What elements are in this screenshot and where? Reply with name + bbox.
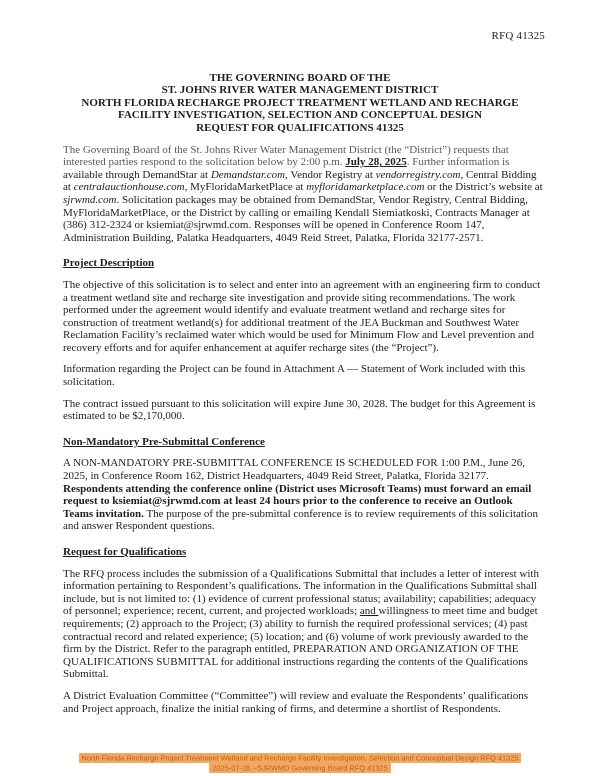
footer-highlight-title: North Florida Recharge Project Treatment Wetland and Recharge Facility Investigation, Selection and Conceptual Design RFQ 41325 xyxy=(79,753,522,763)
pre-submittal-paragraph: A NON-MANDATORY PRE-SUBMITTAL CONFERENCE IS SCHEDULED FOR 1:00 P.M., June 26, 2025, in Conference Room 162, District Headquarters, 4049 Reid Street, Palatka, Florida 32177. Respondents attending the conference online (District uses Microsoft Teams) must forward an email request to ksiemiat@sjrwmd.com at least 24 hours prior to the conference to receive an Outlook Teams invitation. The purpose of the pre-submittal conference is to review requirements of this solicitation and answer Respondent questions. xyxy=(63,457,539,533)
footer-highlight-date: 2025-07-28 --SJRWMD Governing Board RFQ 41325 xyxy=(209,763,390,773)
title-line-5: REQUEST FOR QUALIFICATIONS 41325 xyxy=(196,121,404,134)
section-heading-project-description: Project Description xyxy=(63,257,155,270)
title-line-1: THE GOVERNING BOARD OF THE xyxy=(209,71,391,84)
project-description-paragraph-1: The objective of this solicitation is to select and enter into an agreement with an engineering firm to conduct a treatment wetland site and recharge site investigation and provide siting recommendations. The work performed under the agreement would identify and evaluate treatment wetland and recharge sites for construction of treatment wetland(s) for additional treatment of the JEA Buckman and Southwest Water Reclamation Facility’s reclaimed water which would be used for Minimum Flow and Level prevention and recovery efforts and for aquifer enhancement at aquifer recharge sites (the “Project”). xyxy=(63,278,541,354)
rfq-process-paragraph: The RFQ process includes the submission of a Qualifications Submittal that includes a letter of interest with information pertaining to Respondent’s qualifications. The information in the Qualifications Submittal shall include, but is not limited to: (1) evidence of current professional status; availability; capabilities; adequacy of personnel; experience; recent, current, and projected workloads; and willingness to meet time and budget requirements; (2) approach to the Project; (3) ability to furnish the required professional services; (4) past contractual record and related experience; (5) location; and (6) volume of work previously awarded to the firm by the District. Refer to the paragraph entitled, PREPARATION AND ORGANIZATION OF THE QUALIFICATIONS SUBMITTAL for additional instructions regarding the contents of the Qualifications Submittal. xyxy=(63,567,539,681)
section-heading-pre-submittal-conference: Non-Mandatory Pre-Submittal Conference xyxy=(63,435,265,448)
evaluation-committee-paragraph: A District Evaluation Committee (“Committee”) will review and evaluate the Respondents’ qualifications and Project approach, finalize the initial ranking of firms, and determine a shortlist of Respondents. xyxy=(63,689,529,715)
footer xyxy=(0,753,600,773)
document-title xyxy=(0,72,600,135)
title-line-2: ST. JOHNS RIVER WATER MANAGEMENT DISTRICT xyxy=(161,84,439,97)
title-line-3: NORTH FLORIDA RECHARGE PROJECT TREATMENT WETLAND AND RECHARGE xyxy=(81,96,519,109)
project-description-paragraph-2: Information regarding the Project can be found in Attachment A — Statement of Work included with this solicitation. xyxy=(63,363,526,389)
intro-paragraph: The Governing Board of the St. Johns River Water Management District (the “District”) requests that interested parties respond to the solicitation below by 2:00 p.m. July 28, 2025. Further information is available through DemandStar at Demandstar.com, Vendor Registry at vendorregistry.com, Central Bidding at centralauctionhouse.com, MyFloridaMarketPlace at myfloridamarketplace.com or the District’s website at sjrwmd.com. Solicitation packages may be obtained from DemandStar, Vendor Registry, Central Bidding, MyFloridaMarketPlace, or the District by calling or emailing Kendall Siemiatkoski, Contracts Manager at (386) 312-2324 or ksiemiat@sjrwmd.com. Responses will be opened in Conference Room 147, Administration Building, Palatka Headquarters, 4049 Reid Street, Palatka, Florida 32177-2571. xyxy=(63,143,543,244)
section-heading-request-for-qualifications: Request for Qualifications xyxy=(63,546,187,558)
project-description-paragraph-3: The contract issued pursuant to this solicitation will expire June 30, 2028. The budget for this Agreement is estimated to be $2,170,000. xyxy=(63,397,536,423)
footer-line-1 xyxy=(0,753,600,763)
footer-line-2 xyxy=(0,763,600,773)
title-line-4: FACILITY INVESTIGATION, SELECTION AND CONCEPTUAL DESIGN xyxy=(117,109,483,122)
document-number: RFQ 41325 xyxy=(491,30,545,42)
